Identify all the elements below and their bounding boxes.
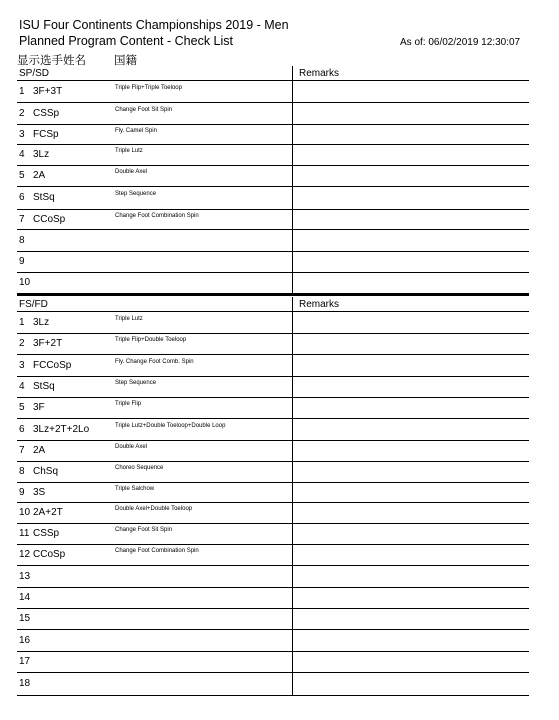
element-number: 12 (19, 549, 31, 560)
element-row (17, 334, 529, 355)
element-description: Step Sequence (115, 380, 157, 386)
document-subtitle: Planned Program Content - Check List (19, 34, 233, 48)
element-row (17, 566, 529, 588)
element-number: 6 (19, 192, 25, 203)
element-code: StSq (33, 381, 55, 392)
element-code: CCoSp (33, 214, 66, 225)
element-row (17, 588, 529, 609)
element-row (17, 503, 529, 524)
element-row (17, 210, 529, 230)
free-skating-rows (17, 312, 529, 696)
free-skating-label: FS/FD (19, 299, 48, 310)
element-row (17, 103, 529, 125)
element-row (17, 355, 529, 377)
element-number: 18 (19, 678, 31, 689)
element-description: Triple Lutz (115, 148, 143, 154)
element-description: Fly. Change Foot Comb. Spin (115, 359, 194, 365)
element-row (17, 524, 529, 545)
element-code: FCCoSp (33, 360, 72, 371)
element-description: Triple Flip (115, 401, 142, 407)
short-program-header (17, 66, 529, 81)
nationality-label: 国籍 (114, 55, 137, 67)
element-row (17, 545, 529, 566)
element-row (17, 609, 529, 630)
element-code: 2A+2T (33, 507, 63, 518)
element-description: Double Axel (115, 169, 148, 175)
element-number: 8 (19, 235, 25, 246)
free-skating-section (17, 297, 529, 696)
element-code: StSq (33, 192, 55, 203)
element-row (17, 630, 529, 652)
element-description: Fly. Camel Spin (115, 128, 157, 134)
element-code: 3Lz+2T+2Lo (33, 424, 90, 435)
element-description: Change Foot Combination Spin (115, 548, 199, 554)
element-number: 11 (19, 528, 30, 539)
element-row (17, 187, 529, 210)
element-number: 4 (19, 149, 25, 160)
element-number: 4 (19, 381, 25, 392)
short-program-rows (17, 81, 529, 294)
element-description: Double Axel+Double Toeloop (115, 506, 193, 512)
as-of-timestamp: As of: 06/02/2019 12:30:07 (400, 37, 521, 48)
element-number: 14 (19, 592, 31, 603)
element-number: 6 (19, 424, 25, 435)
element-code: CSSp (33, 528, 60, 539)
element-number: 13 (19, 571, 31, 582)
element-code: 2A (33, 445, 46, 456)
element-number: 17 (19, 656, 31, 667)
element-description: Triple Salchow (115, 486, 155, 492)
element-row (17, 652, 529, 673)
element-number: 7 (19, 214, 25, 225)
element-code: CSSp (33, 108, 60, 119)
element-number: 1 (19, 317, 25, 328)
element-number: 16 (19, 635, 31, 646)
element-code: 3F (33, 402, 45, 413)
free-skating-header (17, 297, 529, 312)
element-description: Triple Lutz+Double Toeloop+Double Loop (115, 423, 226, 429)
element-code: 3S (33, 487, 46, 498)
element-description: Double Axel (115, 444, 148, 450)
element-row (17, 462, 529, 483)
element-description: Triple Flip+Triple Toeloop (115, 85, 182, 91)
remarks-label: Remarks (299, 68, 340, 79)
element-row (17, 166, 529, 187)
element-number: 5 (19, 402, 25, 413)
element-number: 2 (19, 108, 25, 119)
element-row (17, 673, 529, 696)
element-number: 7 (19, 445, 25, 456)
skater-name-label: 显示选手姓名 (17, 55, 86, 67)
element-row (17, 441, 529, 462)
element-number: 9 (19, 487, 25, 498)
element-description: Change Foot Combination Spin (115, 213, 199, 219)
element-number: 15 (19, 613, 31, 624)
short-program-label: SP/SD (19, 68, 50, 79)
element-row (17, 273, 529, 294)
element-row (17, 252, 529, 273)
remarks-label: Remarks (299, 299, 340, 310)
element-code: FCSp (33, 129, 59, 140)
element-code: CCoSp (33, 549, 66, 560)
element-number: 1 (19, 86, 25, 97)
element-row (17, 377, 529, 398)
element-number: 3 (19, 129, 25, 140)
element-code: ChSq (33, 466, 59, 477)
element-number: 10 (19, 507, 31, 518)
section-separator (17, 293, 529, 296)
element-row (17, 419, 529, 441)
element-number: 10 (19, 277, 31, 288)
element-code: 3F+2T (33, 338, 63, 349)
element-code: 3Lz (33, 149, 50, 160)
element-description: Triple Flip+Double Toeloop (115, 337, 187, 343)
element-description: Step Sequence (115, 191, 157, 197)
element-code: 3Lz (33, 317, 50, 328)
element-number: 2 (19, 338, 25, 349)
element-description: Change Foot Sit Spin (115, 107, 173, 113)
element-row (17, 145, 529, 166)
element-description: Change Foot Sit Spin (115, 527, 173, 533)
element-description: Choreo Sequence (115, 465, 164, 471)
element-number: 9 (19, 256, 25, 267)
element-number: 5 (19, 170, 25, 181)
element-code: 2A (33, 170, 46, 181)
element-number: 8 (19, 466, 25, 477)
element-row (17, 398, 529, 419)
document-title: ISU Four Continents Championships 2019 - Men (19, 18, 289, 32)
element-row (17, 230, 529, 252)
element-row (17, 483, 529, 503)
short-program-section (17, 66, 529, 294)
element-number: 3 (19, 360, 25, 371)
element-row (17, 125, 529, 145)
element-code: 3F+3T (33, 86, 63, 97)
element-row (17, 81, 529, 103)
element-description: Triple Lutz (115, 316, 143, 322)
element-row (17, 312, 529, 334)
